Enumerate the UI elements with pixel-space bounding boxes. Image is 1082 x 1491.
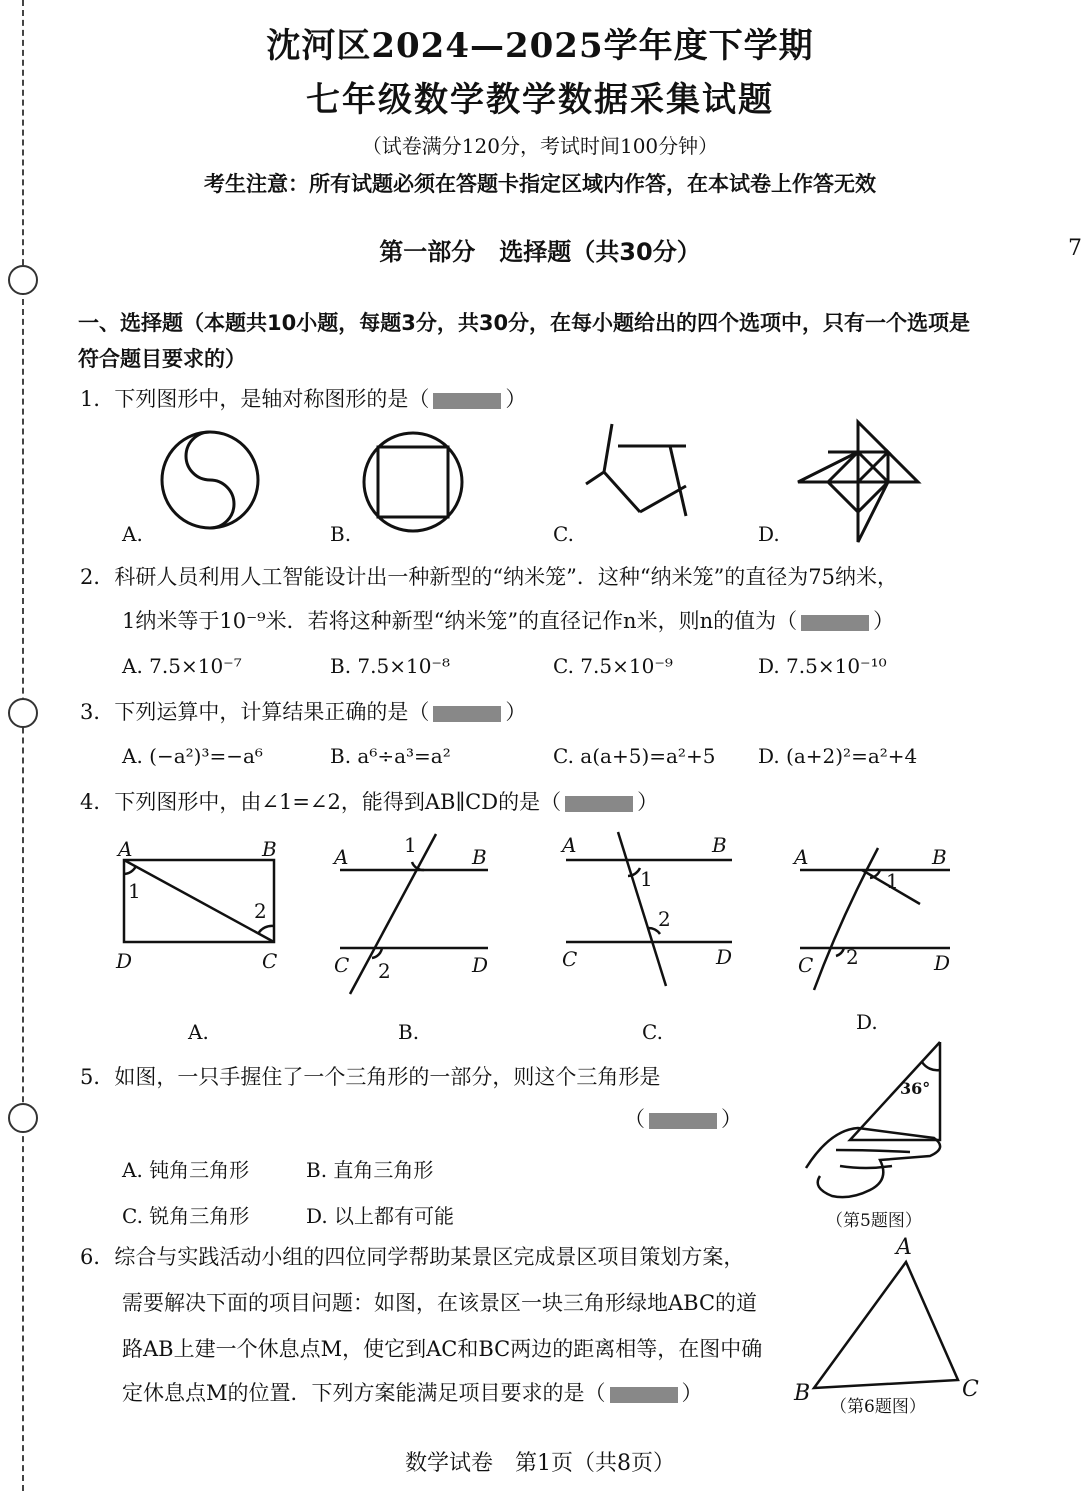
answer-redaction — [801, 615, 869, 631]
answer-redaction — [610, 1387, 678, 1403]
q1-option-b-label: B. — [330, 522, 352, 546]
question-6-line4 — [122, 1378, 703, 1408]
question-2-stem: 1纳米等于10⁻⁹米．若将这种新型“纳米笼”的直径记作n米，则n的值为（ — [122, 609, 798, 633]
q4c-angle-2: 2 — [658, 907, 671, 931]
question-5-close: ） — [721, 1107, 742, 1131]
question-6-line2: 需要解决下面的项目问题：如图，在该景区一块三角形绿地ABC的道 — [122, 1291, 758, 1315]
question-4-close: ） — [637, 790, 659, 814]
q1-fig-b-circle-square — [364, 433, 462, 531]
q5-option-a: A. 钝角三角形 — [122, 1158, 250, 1182]
question-5-open: （ — [624, 1107, 645, 1131]
q6-vertex-b: B — [794, 1381, 811, 1406]
question-1-stem: 1．下列图形中，是轴对称图形的是（ — [80, 387, 430, 411]
q4d-angle-1: 1 — [886, 869, 899, 893]
question-2-line2 — [122, 606, 894, 636]
q4d-angle-2: 2 — [846, 945, 859, 969]
q1-option-a-label: A. — [122, 522, 143, 546]
question-5-stem: 5．如图，一只手握住了一个三角形的一部分，则这个三角形是 — [80, 1065, 661, 1089]
q4a-label-c: C — [262, 949, 278, 973]
q5-option-d: D. 以上都有可能 — [306, 1204, 455, 1228]
question-6-stem: 定休息点M的位置．下列方案能满足项目要求的是（ — [122, 1381, 606, 1405]
q4a-label-b: B — [262, 837, 277, 861]
question-2-line1: 2．科研人员利用人工智能设计出一种新型的“纳米笼”．这种“纳米笼”的直径为75纳米， — [80, 565, 899, 589]
q3-option-d: D. (a+2)²=a²+4 — [758, 744, 918, 768]
q4-option-b-label: B. — [398, 1020, 420, 1044]
q6-vertex-c: C — [962, 1377, 979, 1402]
q4c-label-b: B — [712, 833, 727, 857]
q4a-angle-2: 2 — [254, 899, 267, 923]
exam-notice: 考生注意：所有试题必须在答题卡指定区域内作答，在本试卷上作答无效 — [204, 172, 876, 196]
question-6-line3: 路AB上建一个休息点M，使它到AC和BC两边的距离相等，在图中确 — [122, 1337, 763, 1361]
q1-fig-d-pinwheel — [798, 422, 918, 542]
question-6-line1: 6．综合与实践活动小组的四位同学帮助某景区完成景区项目策划方案， — [80, 1245, 745, 1269]
question-3-close: ） — [505, 700, 527, 724]
q1-fig-a-yinyang — [162, 432, 258, 528]
question-4 — [80, 787, 658, 817]
q4-option-c-label: C. — [642, 1020, 663, 1044]
q4b-label-a: A — [334, 845, 349, 869]
q4a-label-d: D — [116, 949, 133, 973]
q6-fig-triangle — [814, 1262, 958, 1388]
q2-option-a: A. 7.5×10⁻⁷ — [122, 654, 242, 678]
q4d-label-c: C — [798, 953, 814, 977]
question-4-stem: 4．下列图形中，由∠1=∠2，能得到AB∥CD的是（ — [80, 790, 562, 814]
q4b-label-c: C — [334, 953, 350, 977]
question-1-close: ） — [505, 387, 527, 411]
q5-figure-caption: （第5题图） — [826, 1211, 922, 1231]
q4c-label-a: A — [562, 833, 577, 857]
answer-redaction — [649, 1113, 717, 1129]
q5-option-b: B. 直角三角形 — [306, 1158, 434, 1182]
page-footer: 数学试卷 第1页（共8页） — [405, 1451, 675, 1476]
q1-option-c-label: C. — [553, 522, 574, 546]
q4b-angle-1: 1 — [404, 833, 417, 857]
q4-fig-c-parallel — [566, 832, 732, 986]
question-6-close: ） — [681, 1381, 703, 1405]
q4d-label-d: D — [934, 951, 951, 975]
edge-mark: 7 — [1068, 236, 1082, 261]
q5-option-c: C. 锐角三角形 — [122, 1204, 250, 1228]
question-2-close: ） — [873, 609, 895, 633]
exam-title-line2: 七年级数学教学数据采集试题 — [306, 80, 774, 120]
q4c-label-d: D — [716, 945, 733, 969]
q4b-label-d: D — [472, 953, 489, 977]
q1-option-d-label: D. — [758, 522, 780, 546]
q2-option-b: B. 7.5×10⁻⁸ — [330, 654, 450, 678]
q4-option-a-label: A. — [188, 1020, 209, 1044]
q4d-label-a: A — [794, 845, 809, 869]
q3-option-c: C. a(a+5)=a²+5 — [553, 744, 716, 768]
q4a-angle-1: 1 — [128, 879, 141, 903]
exam-title-line1: 沈河区2024—2025学年度下学期 — [266, 26, 814, 66]
question-3-stem: 3．下列运算中，计算结果正确的是（ — [80, 700, 430, 724]
exam-subtitle: （试卷满分120分，考试时间100分钟） — [361, 134, 719, 158]
q4-option-d-label: D. — [856, 1010, 878, 1034]
q4a-label-a: A — [118, 837, 133, 861]
question-3 — [80, 697, 526, 727]
q4-fig-a-rectangle — [124, 860, 274, 942]
q3-option-a: A. (−a²)³=−a⁶ — [122, 744, 263, 768]
section-heading: 一、选择题（本题共10小题，每题3分，共30分，在每小题给出的四个选项中，只有一个选项是符合题目要求的） — [78, 311, 971, 371]
q4-fig-d-parallel — [800, 848, 950, 990]
q5-fig-hand-triangle — [806, 1042, 940, 1197]
answer-redaction — [565, 796, 633, 812]
q2-option-c: C. 7.5×10⁻⁹ — [553, 654, 673, 678]
q4d-label-b: B — [932, 845, 947, 869]
q1-fig-c-pentagon — [586, 424, 686, 516]
q2-option-d: D. 7.5×10⁻¹⁰ — [758, 654, 887, 678]
q4b-label-b: B — [472, 845, 487, 869]
q6-vertex-a: A — [896, 1235, 912, 1260]
q6-figure-caption: （第6题图） — [830, 1397, 926, 1417]
part-title: 第一部分 选择题（共30分） — [379, 238, 701, 266]
q3-option-b: B. a⁶÷a³=a² — [330, 744, 451, 768]
q5-angle-label: 36° — [900, 1079, 931, 1098]
q4c-angle-1: 1 — [640, 867, 653, 891]
q4b-angle-2: 2 — [378, 959, 391, 983]
question-5-answer-slot — [624, 1104, 742, 1134]
q4c-label-c: C — [562, 947, 578, 971]
answer-redaction — [433, 706, 501, 722]
q4-fig-b-parallel — [340, 834, 488, 994]
